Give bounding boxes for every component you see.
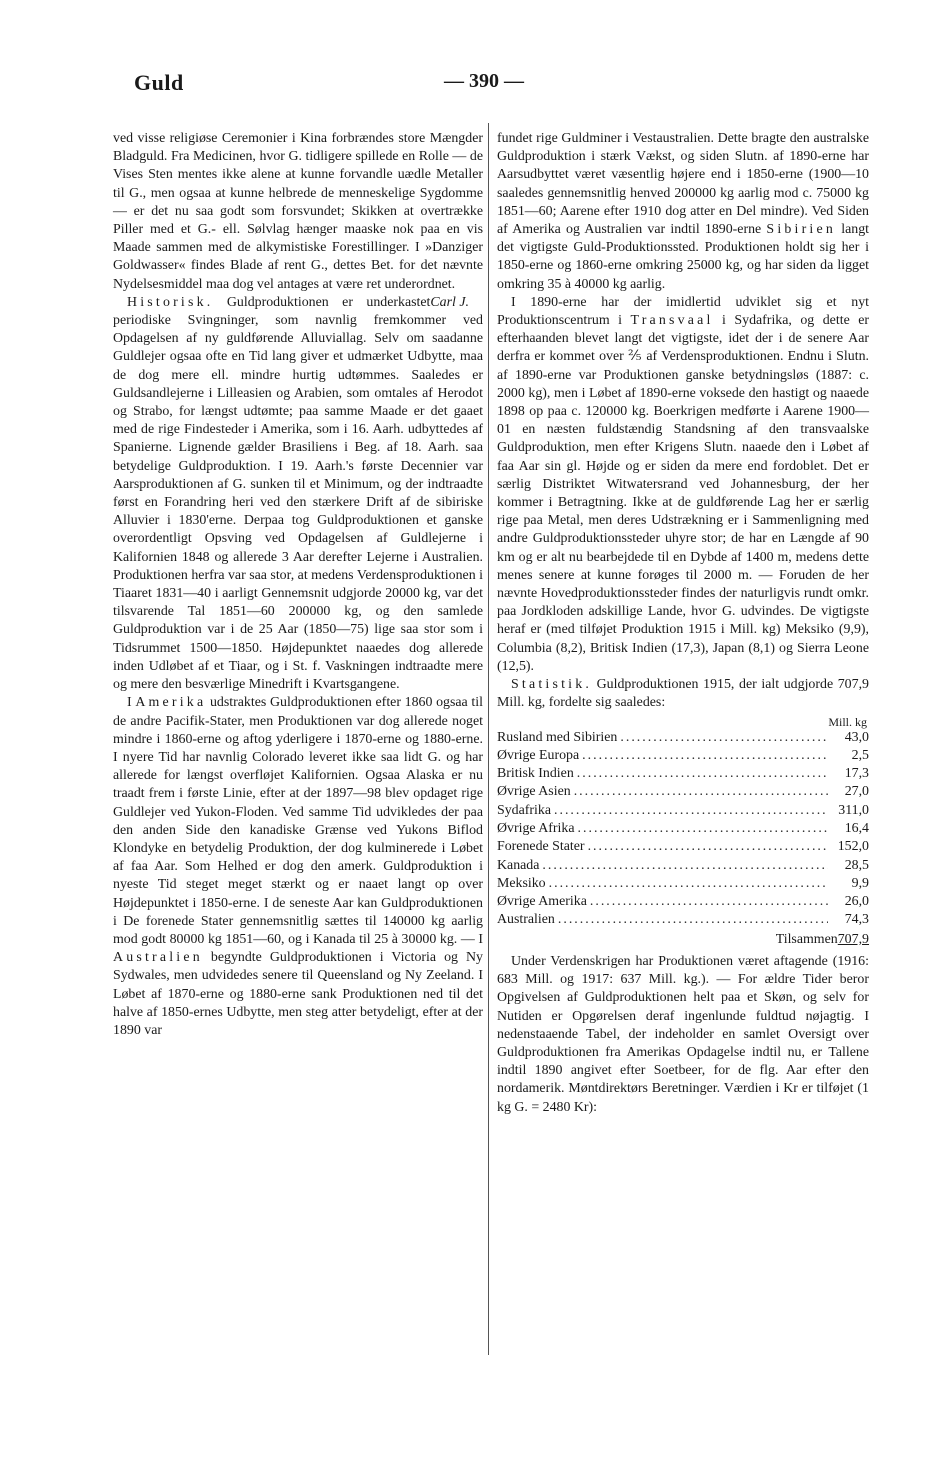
paragraph-text: langt det vigtigste Guld-Produktionssted. Produktionen holdt sig her i 1850-erne og 1860-erne omkring 25000 kg, og har siden da ligget omkring 35 à 40000 kg aarlig. — [497, 222, 869, 292]
paragraph-text: I — [127, 695, 136, 711]
spaced-term: Australien — [113, 950, 203, 966]
dot-leader — [590, 893, 828, 911]
paragraph-text: udstraktes Guldproduktionen efter 1860 ogsaa til de andre Pacifik-Stater, men Produktionen var dog allerede noget mindre i 1860-erne og aftog yderligere i 1870-erne og 1880-erne. I nyere Tid har navnlig Colorado leveret ikke saa lidt G. og har allerede for længst overfløjet Kalifornien. Ogsaa Alaska er nu traadt frem i første Linie, efter at der 1897—98 blev opdaget rige Guldlejer ved Yukon-Floden. Ved samme Tid udvikledes der paa den anden Side den kanadiske Grænse ved Yukons Biflod Klondyke en betydelig Produktion, der dog kulminerede i Løbet af faa Aar. Som Helhed er dog den amerk. Guldproduktion i nyeste Tid steget meget stærkt og er naaet langt op over Højdepunktet i 1850-erne. I de seneste Aar kan Guldproduktionen i De forenede Stater gennemsnitlig sættes til 140000 kg aarlig mod godt 80000 kg 1851—60, og i Kanada til 25 à 30000 kg. — I — [113, 695, 483, 947]
dot-leader — [588, 838, 828, 856]
table-unit: Mill. kg — [828, 714, 867, 729]
table-row — [497, 820, 869, 838]
paragraph — [497, 130, 869, 294]
table-row-name: Rusland med Sibirien — [497, 729, 618, 745]
table-row-name: Australien — [497, 912, 555, 928]
table-row-value: 2,5 — [851, 747, 869, 763]
paragraph — [113, 694, 483, 1040]
table-row — [497, 765, 869, 783]
paragraph — [113, 294, 483, 694]
table-row-name: Øvrige Europa — [497, 747, 580, 763]
dot-leader — [577, 765, 828, 783]
table-row-name: Øvrige Amerika — [497, 894, 587, 910]
dot-leader — [549, 875, 828, 893]
left-column — [113, 130, 483, 1040]
table-row — [497, 747, 869, 765]
table-row-value: 28,5 — [844, 857, 869, 873]
paragraph-text: begyndte Guldproduktionen i Victoria og Ny Sydwales, men udvidedes senere til Queensland og Ny Zeeland. I Løbet af 1870-erne og 1880-erne sank Produktionen ned til det halve af 1850-ernes Udbytte, men steg atter betydeligt, efter at der 1890 var — [113, 950, 483, 1038]
dot-leader — [578, 820, 828, 838]
dot-leader — [582, 747, 828, 765]
table-row-name: Sydafrika — [497, 802, 552, 818]
paragraph-text: Under Verdenskrigen har Produktionen været aftagende (1916: 683 Mill. og 1917: 637 Mill. kg.). — For ældre Tider beror Opgivelsen af Guldproduktionen helt paa et Skøn, og selv for Nutiden er Opgørelsen deraf ingenlunde fuldtud nøjagtig. I nedenstaaende Tabel, der indeholder en samlet Oversigt over Guldproduktionen fra Amerikas Opdagelse indtil nu, er Tallene indtil 1890 angivet efter Soetbeer, for de flg. Aar efter den nordamerik. Møntdirektørs Beretninger. Værdien i Kr er tilføjet (1 kg G. = 2480 Kr): — [497, 954, 869, 1115]
table-row-value: 17,3 — [844, 766, 869, 782]
page-number: — 390 — — [444, 70, 524, 92]
table-row — [497, 875, 869, 893]
paragraph-text: I 1890-erne har der imidlertid udviklet sig et nyt Produktionscentrum i — [497, 294, 869, 329]
table-total-value: 707,9 — [837, 931, 869, 947]
table-row-name: Britisk Indien — [497, 766, 574, 782]
paragraph-text: Guldproduktionen er underkastet periodiske Svingninger, som navnlig fremkommer ved Opdagelsen af ny guldførende Alluviallag. Selv om saadanne Guldlejer ogsaa ofte en Tid lang giver et udmærket Udbytte, maa de dog mere ell. mindre hurtig udtømmes. Saaledes er Guldsandlejerne i Lilleasien og Arabien, som omtales af Herodot og Strabo, for længst udtømte; paa samme Maade er det gaaet med de rige Findesteder i Amerika, som i 16. Aarh. udbyttedes af Spanierne. Lignende gælder Brasiliens i Beg. af 18. Aarh. saa betydelige Guldproduktion. I 19. Aarh.'s første Decennier var Aarsproduktionen af G. sunken til et Minimum, og der indtraadte først en Forandring heri ved den stærkere Drift af de sibiriske Alluvier i 1830'erne. Derpaa tog Guldproduktionen et ganske overordentligt Opsving ved Opdagelsen af Guldlejerne i Kalifornien 1848 og allerede 3 Aar derefter Lejerne i Australien. Produktionen herfra var saa stor, at medens Verdensproduktionen i Tiaaret 1831—40 i aarligt Gennemsnit udgjorde 20000 kg, var det tilsvarende Tal 1851—60 200000 kg, og den samlede Guldproduktion var i de 25 Aar (1850—75) lige saa stor som i Tidsrummet 1500—1850. Højdepunktet naaedes dog allerede inden Udløbet af et Tiaar, og i St. f. Vaskningen indtraadte mere og mere den besværlige Minedrift i Kvartsgangene. — [113, 294, 483, 693]
table-row-value: 152,0 — [837, 839, 869, 855]
table-total-label: Tilsammen — [775, 931, 838, 947]
dot-leader — [542, 857, 828, 875]
table-row-name: Meksiko — [497, 875, 546, 891]
page-header — [0, 70, 928, 100]
table-row-value: 311,0 — [838, 802, 869, 818]
spaced-term: Amerika — [135, 695, 207, 711]
dot-leader — [574, 783, 828, 801]
dot-leader — [620, 729, 828, 747]
paragraph — [497, 294, 869, 676]
paragraph — [497, 676, 869, 712]
table-row — [497, 911, 869, 929]
spaced-term: Transvaal — [630, 313, 714, 329]
table-row-value: 27,0 — [844, 784, 869, 800]
production-table — [497, 715, 869, 950]
table-row — [497, 857, 869, 875]
table-total-row — [497, 931, 869, 949]
table-row — [497, 729, 869, 747]
table-row-value: 26,0 — [844, 894, 869, 910]
table-body — [497, 729, 869, 930]
table-row-name: Øvrige Afrika — [497, 820, 575, 836]
paragraph-text: Guldproduktionen 1915, der ialt udgjorde 707,9 Mill. kg, fordelte sig saaledes: — [497, 677, 869, 711]
right-column — [497, 130, 869, 1117]
table-row — [497, 783, 869, 801]
running-head: Guld — [134, 70, 184, 95]
table-row-name: Kanada — [497, 857, 540, 873]
table-row-value: 43,0 — [844, 729, 869, 745]
table-row-name: Øvrige Asien — [497, 784, 571, 800]
paragraph-text: i Sydafrika, og dette er efterhaanden blevet langt det vigtigste, idet der i de senere Aar derfra er kommet over ⅖ af Verdensproduktionen. Endnu i Slutn. af 1890-erne var Produktionen ganske betydningsløs (1887: c. 2000 kg), men i Løbet af 1890-erne voksede den hastigt og naaede 1898 op paa c. 120000 kg. Boerkrigen medførte i Aarene 1900—01 en næsten fuldstændig Standsning af den transvaalske Guldproduktion, men efter Krigens Slutn. naaede den i Løbet af faa Aar sin gl. Højde og er siden da mere end fordoblet. Det er særlig Distriktet Witwatersrand ved Johannesburg, der her kommer i Betragtning. Ikke at de guldførende Lag her er særlig rige paa Metal, men deres Udstrækning er i Sammenligning med andre Guldproduktionssteder uhyre stor; de har en Længde af 90 km og er alt nu bearbejdede til en Dybde af 1400 m, medens dette menes senere at kunne forøges til 2000 m. — Foruden de her nævnte Hovedproduktionssteder findes der naturligvis rundt omkr. paa Jordkloden adskillige Lande, hvor G. udvindes. De vigtigste heraf er (med tilføjet Produktion 1915 i Mill. kg) Meksiko (9,9), Columbia (8,2), Britisk Indien (17,3), Japan (8,1) og Sierra Leone (12,5). — [497, 313, 870, 674]
paragraph — [497, 953, 869, 1117]
paragraph-text: ved visse religiøse Ceremonier i Kina forbrændes store Mængder Bladguld. Fra Medicinen, hvor G. tidligere spillede en Rolle — de Vises Sten mentes ikke alene at kunne forvandle uædle Metaller til G., men ogsaa at kunne helbrede de menneskelige Sygdomme — er det nu saa godt som forsvundet; Skikken at overtrække Piller med et G.- ell. Sølvlag hænger maaske nok paa en vis Maade sammen med de alkymistiske Forestillinger. I »Danziger Goldwasser« findes Blade af rent G., dettes Bet. for det nævnte Nydelsesmiddel maa dog vel antages at være ret underordnet. — [113, 131, 483, 292]
table-row — [497, 802, 869, 820]
table-row — [497, 838, 869, 856]
table-row-value: 16,4 — [844, 820, 869, 836]
table-row-name: Forenede Stater — [497, 839, 585, 855]
dot-leader — [554, 802, 828, 820]
dot-leader — [558, 911, 828, 929]
table-row-value: 74,3 — [844, 912, 869, 928]
author-signature: Carl J. — [430, 294, 469, 310]
column-divider — [488, 123, 489, 1355]
table-row — [497, 893, 869, 911]
spaced-term: Sibirien — [766, 222, 837, 238]
section-lead: Statistik. — [511, 677, 593, 693]
paragraph-text: fundet rige Guldminer i Vestaustralien. Dette bragte den australske Guldproduktion i stærk Vækst, og siden Slutn. af 1890-erne har Aarsudbyttet været væsentlig højere end i 1850-erne (1900—10 saaledes gennemsnitlig henved 200000 kg aarlig mod c. 75000 kg 1851—60; Aarene efter 1910 dog atter en Del mindre). Ved Siden af Amerika og Australien var indtil 1890-erne — [497, 131, 869, 238]
section-lead: Historisk. — [127, 294, 214, 310]
table-row-value: 9,9 — [851, 875, 869, 891]
